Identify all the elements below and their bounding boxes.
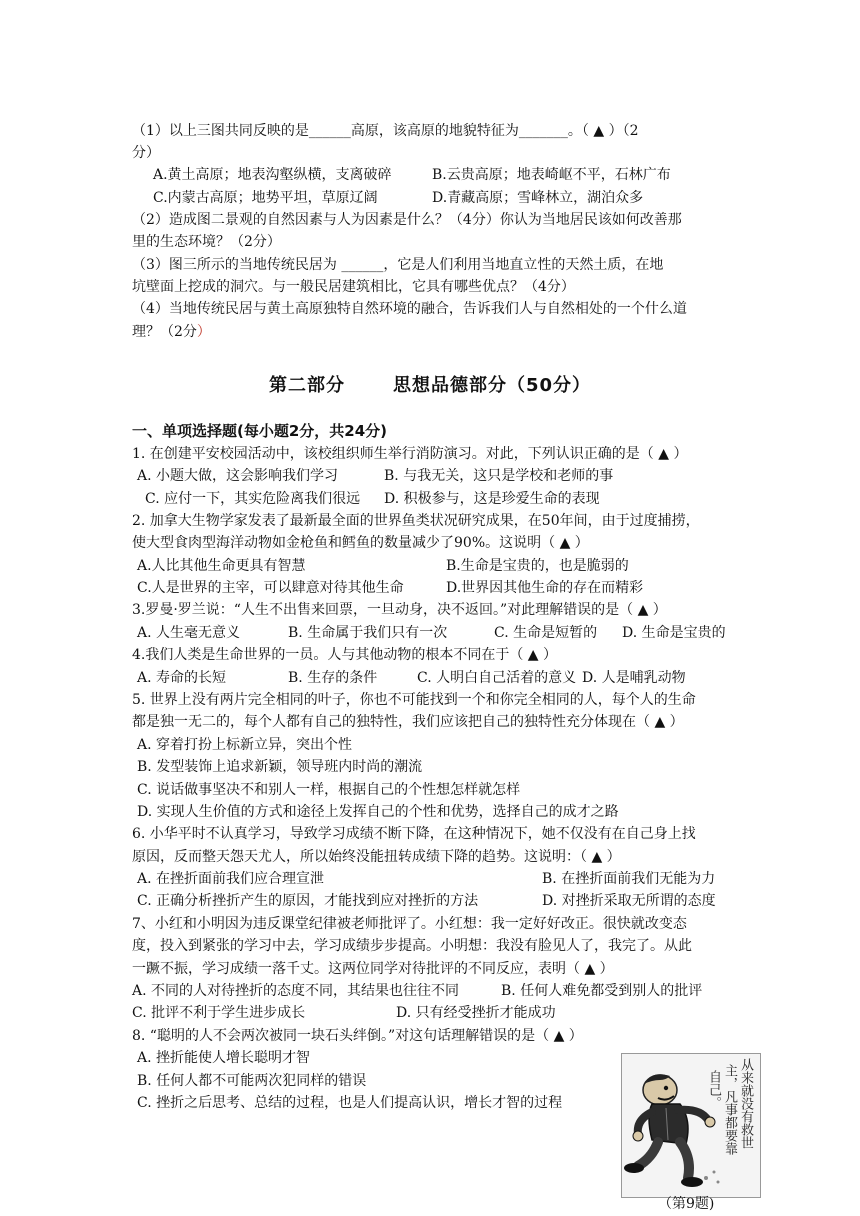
q1-option-c: C.内蒙古高原；地势平坦，草原辽阔 [153, 190, 378, 206]
option-line: B. 生命属于我们只有一次 [288, 625, 448, 641]
option-line: B. 生存的条件 [288, 670, 378, 686]
q4-stem-line2 [132, 322, 211, 342]
q3-stem-line1: （3）图三所示的当地传统民居为 ______，它是人们利用当地直立性的天然土质，在地 [132, 257, 664, 273]
option-line: C. 正确分析挫折产生的原因，才能找到应对挫折的方法 [137, 893, 479, 909]
option-line: C. 批评不利于学生进步成长 [132, 1005, 306, 1021]
question-line: 4.我们人类是生命世界的一员。人与其他动物的根本不同在于（ ▲ ） [132, 647, 558, 663]
option-line: B. 发型装饰上追求新颖，领导班内时尚的潮流 [137, 759, 423, 775]
cartoon-figure [621, 1053, 761, 1198]
option-line: D. 对挫折采取无所谓的态度 [542, 893, 716, 909]
q1-option-a: A.黄土高原；地表沟壑纵横，支离破碎 [153, 167, 392, 183]
q4-stem-close-paren: ） [196, 324, 211, 340]
option-line: B. 在挫折面前我们无能为力 [542, 871, 716, 887]
q1-stem-line1: （1）以上三图共同反映的是______高原，该高原的地貌特征为_______。（ ▲ ）（2 [132, 123, 639, 139]
calligraphy-column: 从来就没有救世 [738, 1058, 753, 1149]
option-line: A. 在挫折面前我们应合理宣泄 [137, 871, 325, 887]
option-line: D. 只有经受挫折才能成功 [396, 1005, 556, 1021]
option-line: D. 生命是宝贵的 [622, 625, 726, 641]
option-line: D. 积极参与，这是珍爱生命的表现 [384, 491, 600, 507]
q2-stem-line2: 里的生态环境？（2分） [132, 234, 281, 250]
q1-option-d: D.青藏高原；雪峰林立，湖泊众多 [432, 190, 644, 206]
figure-caption: （第9题) [658, 1196, 715, 1212]
q2-stem-line1: （2）造成图二景观的自然因素与人为因素是什么？（4分）你认为当地居民该如何改善那 [132, 212, 682, 228]
option-line: A. 寿命的长短 [137, 670, 227, 686]
question-line: 都是独一无二的，每个人都有自己的独特性，我们应该把自己的独特性充分体现在（ ▲ ） [132, 714, 684, 730]
option-line: A. 小题大做，这会影响我们学习 [137, 468, 339, 484]
option-line: D.世界因其他生命的存在而精彩 [446, 580, 644, 596]
option-line: A. 穿着打扮上标新立异，突出个性 [137, 737, 353, 753]
option-line: A. 人生毫无意义 [137, 625, 241, 641]
question-line: 6. 小华平时不认真学习，导致学习成绩不断下降，在这种情况下，她不仅没有在自己身上找 [132, 826, 696, 842]
option-line: C. 生命是短暂的 [494, 625, 598, 641]
question-line: 度，投入到紧张的学习中去，学习成绩步步提高。小明想：我没有脸见人了，我完了。从此 [132, 938, 692, 954]
question-line: 1. 在创建平安校园活动中，该校组织师生举行消防演习。对此，下列认识正确的是（ ▲ ） [132, 446, 688, 462]
option-line: C. 挫折之后思考、总结的过程，也是人们提高认识，增长才智的过程 [137, 1095, 563, 1111]
part-two-title [0, 371, 860, 397]
option-line: C. 人明白自己活着的意义 [417, 670, 577, 686]
question-line: 一蹶不振，学习成绩一落千丈。这两位同学对待批评的不同反应，表明（ ▲ ） [132, 961, 614, 977]
q3-stem-line2: 坑壁面上挖成的洞穴。与一般民居建筑相比，它具有哪些优点？（4分） [132, 279, 575, 295]
q1-option-b: B.云贵高原；地表崎岖不平，石林广布 [432, 167, 671, 183]
q1-stem-line2: 分） [132, 145, 160, 161]
option-line: B. 任何人都不可能两次犯同样的错误 [137, 1073, 367, 1089]
option-line: B. 与我无关，这只是学校和老师的事 [384, 468, 614, 484]
question-line: 3.罗曼·罗兰说：“人生不出售来回票，一旦动身，决不返回。”对此理解错误的是（ ▲ ） [132, 602, 667, 618]
question-line: 7、小红和小明因为违反课堂纪律被老师批评了。小红想：我一定好好改正。很快就改变态 [132, 916, 687, 932]
option-line: A.人比其他生命更具有智慧 [137, 558, 306, 574]
option-line: A. 不同的人对待挫折的态度不同，其结果也往往不同 [132, 983, 460, 999]
question-line: 5. 世界上没有两片完全相同的叶子，你也不可能找到一个和你完全相同的人，每个人的生命 [132, 692, 696, 708]
question-line: 使大型食肉型海洋动物如金枪鱼和鳕鱼的数量减少了90%。这说明（ ▲ ） [132, 535, 589, 551]
part-two-label: 第二部分 [268, 375, 345, 396]
option-line: C. 说话做事坚决不和别人一样，根据自己的个性想怎样就怎样 [137, 782, 521, 798]
option-line: D. 人是哺乳动物 [582, 670, 686, 686]
option-line: A. 挫折能使人增长聪明才智 [137, 1050, 311, 1066]
option-line: D. 实现人生价值的方式和途径上发挥自己的个性和优势，选择自己的成才之路 [137, 804, 619, 820]
q4-stem-text: 理？（2分 [132, 324, 197, 340]
option-line: B. 任何人难免都受到别人的批评 [501, 983, 703, 999]
question-line: 8. “聪明的人不会两次被同一块石头绊倒。”对这句话理解错误的是（ ▲ ） [132, 1028, 583, 1044]
question-line: 原因，反而整天怨天尤人，所以始终没能扭转成绩下降的趋势。这说明：（ ▲ ） [132, 849, 621, 865]
question-line: 2. 加拿大生物学家发表了最新最全面的世界鱼类状况研究成果，在50年间，由于过度捕捞， [132, 513, 700, 529]
option-line: B.生命是宝贵的，也是脆弱的 [446, 558, 629, 574]
option-line: C.人是世界的主宰，可以肆意对待其他生命 [137, 580, 404, 596]
calligraphy-column: 主，凡事都要靠 [722, 1064, 737, 1155]
section-heading: 一、单项选择题(每小题2分，共24分) [132, 422, 388, 440]
q4-stem-line1: （4）当地传统民居与黄土高原独特自然环境的融合，告诉我们人与自然相处的一个什么道 [132, 301, 687, 317]
part-two-subject: 思想品德部分（50分） [392, 375, 592, 396]
calligraphy-column: 自己。 [706, 1070, 721, 1109]
option-line: C. 应付一下，其实危险离我们很远 [145, 491, 361, 507]
